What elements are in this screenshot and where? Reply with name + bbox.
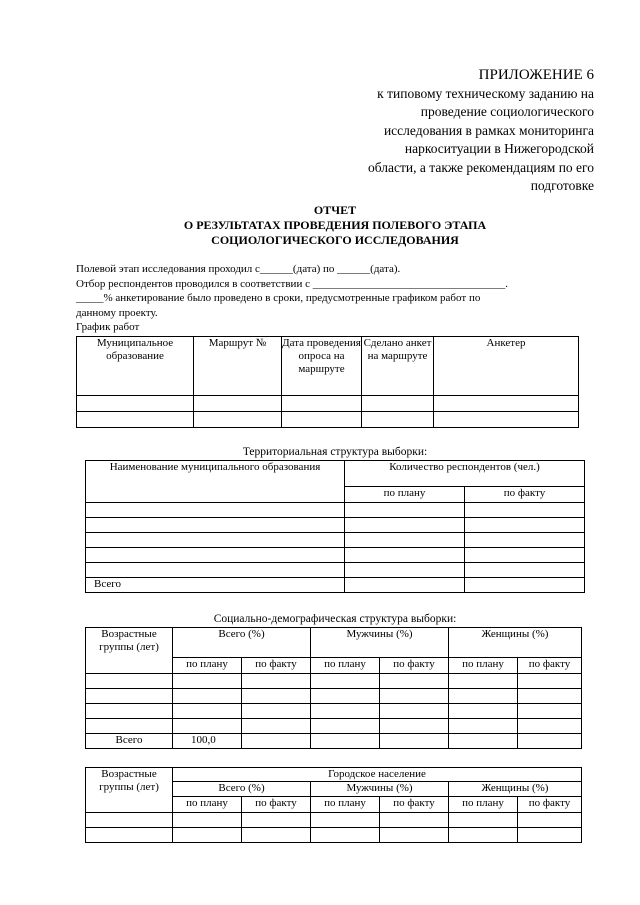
- appendix-line: наркоситуации в Нижегородской: [404, 141, 594, 156]
- col-fact: по факту: [518, 658, 582, 674]
- table-row: [77, 396, 579, 412]
- appendix-line: области, а также рекомендациям по его: [368, 159, 594, 175]
- table-row: [86, 563, 585, 578]
- col-done: Сделано анкет на маршруте: [362, 337, 434, 396]
- sociodemographic-table: [85, 627, 582, 749]
- appendix-line: проведение социологического: [420, 104, 594, 119]
- table-row: [86, 518, 585, 533]
- col-all-percent: Всего (%): [173, 628, 311, 658]
- col-women-percent: Женщины (%): [449, 628, 582, 658]
- title-line: СОЦИОЛОГИЧЕСКОГО ИССЛЕДОВАНИЯ: [211, 233, 459, 247]
- territorial-table: [85, 460, 585, 593]
- total-label: Всего: [86, 734, 173, 749]
- col-plan: по плану: [345, 487, 465, 503]
- total-value: 100,0: [173, 734, 242, 749]
- appendix-line: к типовому техническому заданию на: [377, 85, 594, 101]
- table-row: [86, 719, 582, 734]
- col-women-percent: Женщины (%): [449, 782, 582, 797]
- table-row: [77, 412, 579, 428]
- urban-table: [85, 767, 582, 843]
- table-row: [86, 813, 582, 828]
- col-fact: по факту: [465, 487, 585, 503]
- col-all-percent: Всего (%): [173, 782, 311, 797]
- col-fact: по факту: [380, 658, 449, 674]
- total-row: [86, 734, 582, 749]
- col-men-percent: Мужчины (%): [311, 628, 449, 658]
- col-respondent-count: Количество респондентов (чел.): [345, 461, 585, 487]
- col-plan: по плану: [449, 658, 518, 674]
- intro-paragraph: [76, 262, 576, 335]
- col-age-groups: Возрастные группы (лет): [86, 768, 173, 813]
- sociodemographic-caption: Социально-демографическая структура выборки:: [213, 613, 457, 625]
- total-row: [86, 578, 585, 593]
- col-municipality: Муниципальное образование: [77, 337, 194, 396]
- col-plan: по плану: [173, 658, 242, 674]
- appendix-header: [368, 66, 594, 196]
- body-line: данному проекту.: [76, 306, 158, 319]
- schedule-table: [76, 336, 579, 428]
- appendix-line: исследования в рамках мониторинга: [383, 122, 594, 138]
- col-route: Маршрут №: [194, 337, 282, 396]
- table-row: [86, 533, 585, 548]
- col-fact: по факту: [518, 797, 582, 813]
- appendix-number: ПРИЛОЖЕНИЕ 6: [478, 67, 594, 83]
- col-age-groups: Возрастные группы (лет): [86, 628, 173, 674]
- urban-heading: Городское население: [173, 768, 582, 782]
- body-line: Полевой этап исследования проходил с______(дата) по ______(дата).: [76, 263, 401, 275]
- col-fact: по факту: [242, 797, 311, 813]
- col-plan: по плану: [449, 797, 518, 813]
- body-line: _____% анкетирование было проведено в сроки, предусмотренные графиком работ по: [76, 292, 481, 304]
- table-row: [86, 704, 582, 719]
- territorial-caption: Территориальная структура выборки:: [242, 446, 428, 458]
- appendix-line: подготовке: [530, 178, 594, 193]
- title-line: О РЕЗУЛЬТАТАХ ПРОВЕДЕНИЯ ПОЛЕВОГО ЭТАПА: [183, 218, 487, 232]
- schedule-label: График работ: [76, 321, 140, 333]
- col-date: Дата проведения опроса на маршруте: [282, 337, 362, 396]
- table-row: [86, 548, 585, 563]
- col-fact: по факту: [242, 658, 311, 674]
- col-plan: по плану: [311, 658, 380, 674]
- title-line: ОТЧЕТ: [313, 203, 357, 217]
- table-row: [86, 828, 582, 843]
- col-interviewer: Анкетер: [434, 337, 579, 396]
- col-fact: по факту: [380, 797, 449, 813]
- col-municipality-name: Наименование муниципального образования: [86, 461, 345, 503]
- table-row: [86, 503, 585, 518]
- col-men-percent: Мужчины (%): [311, 782, 449, 797]
- report-title: [0, 203, 640, 248]
- col-plan: по плану: [311, 797, 380, 813]
- col-plan: по плану: [173, 797, 242, 813]
- table-row: [86, 674, 582, 689]
- body-line: Отбор респондентов проводился в соответствии с ___________________________________.: [76, 277, 508, 290]
- table-row: [86, 689, 582, 704]
- total-label: Всего: [86, 578, 345, 593]
